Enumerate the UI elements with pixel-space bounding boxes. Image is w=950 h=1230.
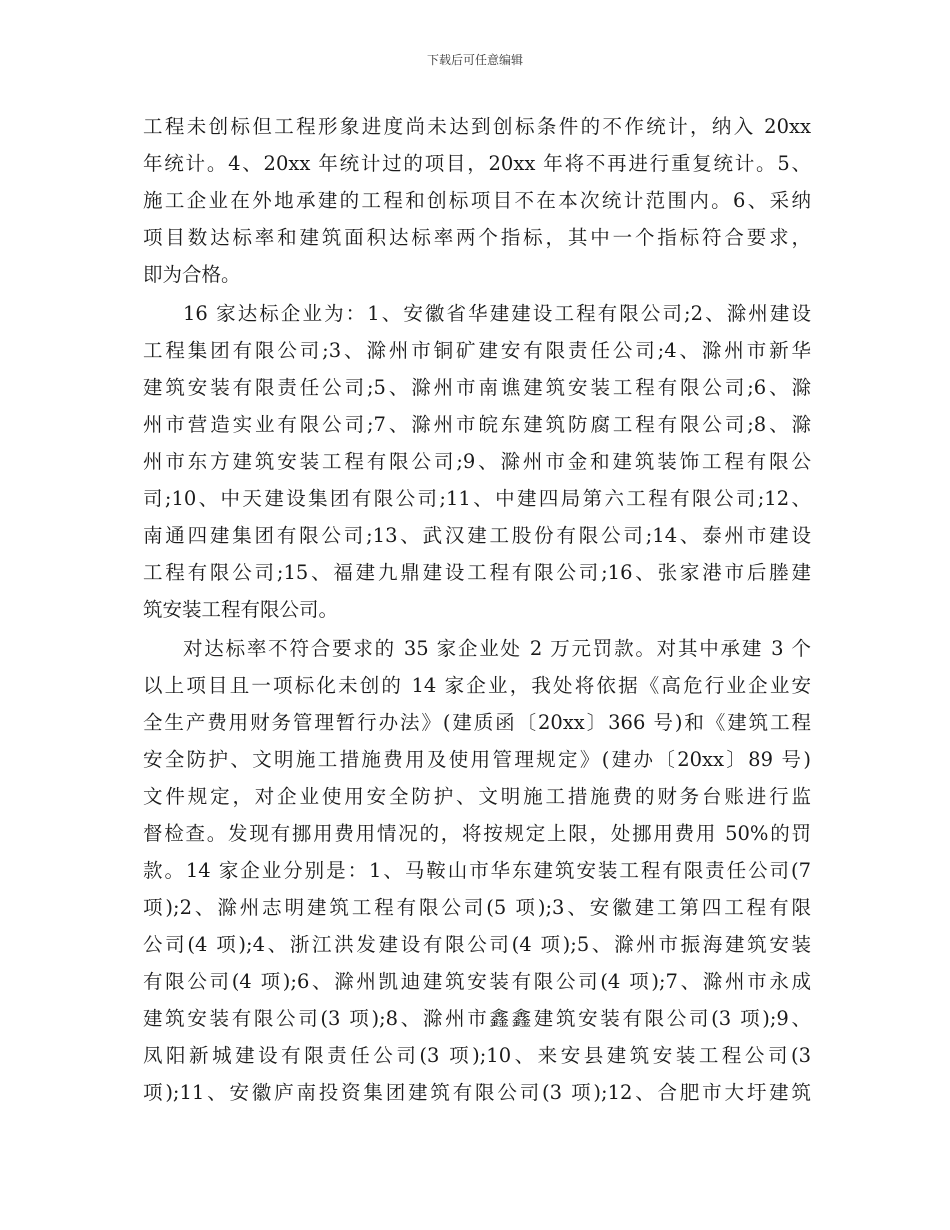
text-line: 即为合格。 (143, 263, 241, 286)
text-line: 以上项目且一项标化未创的 14 家企业，我处将依据《高危行业企业安 (143, 674, 811, 697)
text-line: 文件规定，对企业使用安全防护、文明施工措施费的财务台账进行监 (143, 785, 811, 808)
text-line: 项目数达标率和建筑面积达标率两个指标，其中一个指标符合要求， (143, 226, 811, 249)
paragraph-1 (143, 108, 811, 293)
text-line: 南通四建集团有限公司;13、武汉建工股份有限公司;14、泰州市建设 (143, 524, 811, 547)
text-line: 年统计。4、20xx 年统计过的项目，20xx 年将不再进行重复统计。5、 (143, 152, 811, 175)
text-line: 州市东方建筑安装工程有限公司;9、滁州市金和建筑装饰工程有限公 (143, 450, 811, 473)
text-line: 工程未创标但工程形象进度尚未达到创标条件的不作统计，纳入 20xx (143, 115, 811, 138)
text-line: 施工企业在外地承建的工程和创标项目不在本次统计范围内。6、采纳 (143, 189, 811, 212)
page-header: 下载后可任意编辑 (426, 53, 523, 67)
text-line: 工程集团有限公司;3、滁州市铜矿建安有限责任公司;4、滁州市新华 (143, 339, 811, 362)
text-line: 公司(4 项);4、浙江洪发建设有限公司(4 项);5、滁州市振海建筑安装 (143, 933, 811, 956)
text-line: 建筑安装有限责任公司;5、滁州市南谯建筑安装工程有限公司;6、滁 (143, 376, 811, 399)
text-line: 项);11、安徽庐南投资集团建筑有限公司(3 项);12、合肥市大圩建筑 (143, 1081, 811, 1104)
text-line: 全生产费用财务管理暂行办法》(建质函〔20xx〕366 号)和《建筑工程 (143, 711, 811, 734)
text-line: 对达标率不符合要求的 35 家企业处 2 万元罚款。对其中承建 3 个 (183, 637, 811, 660)
text-line: 凤阳新城建设有限责任公司(3 项);10、来安县建筑安装工程公司(3 (143, 1044, 811, 1067)
paragraph-3 (143, 630, 811, 1111)
document-body (143, 108, 811, 1111)
text-line: 16 家达标企业为：1、安徽省华建建设工程有限公司;2、滁州建设 (183, 302, 811, 325)
text-line: 督检查。发现有挪用费用情况的，将按规定上限，处挪用费用 50%的罚 (143, 822, 811, 845)
text-line: 工程有限公司;15、福建九鼎建设工程有限公司;16、张家港市后塍建 (143, 561, 811, 584)
text-line: 有限公司(4 项);6、滁州凯迪建筑安装有限公司(4 项);7、滁州市永成 (143, 970, 811, 993)
text-line: 州市营造实业有限公司;7、滁州市皖东建筑防腐工程有限公司;8、滁 (143, 413, 811, 436)
text-line: 款。14 家企业分别是：1、马鞍山市华东建筑安装工程有限责任公司(7 (143, 859, 811, 882)
paragraph-2 (143, 295, 811, 628)
text-line: 安全防护、文明施工措施费用及使用管理规定》(建办〔20xx〕89 号) (143, 748, 811, 771)
text-line: 筑安装工程有限公司。 (143, 598, 339, 621)
text-line: 建筑安装有限公司(3 项);8、滁州市鑫鑫建筑安装有限公司(3 项);9、 (143, 1007, 811, 1030)
text-line: 项);2、滁州志明建筑工程有限公司(5 项);3、安徽建工第四工程有限 (143, 896, 811, 919)
text-line: 司;10、中天建设集团有限公司;11、中建四局第六工程有限公司;12、 (143, 487, 811, 510)
